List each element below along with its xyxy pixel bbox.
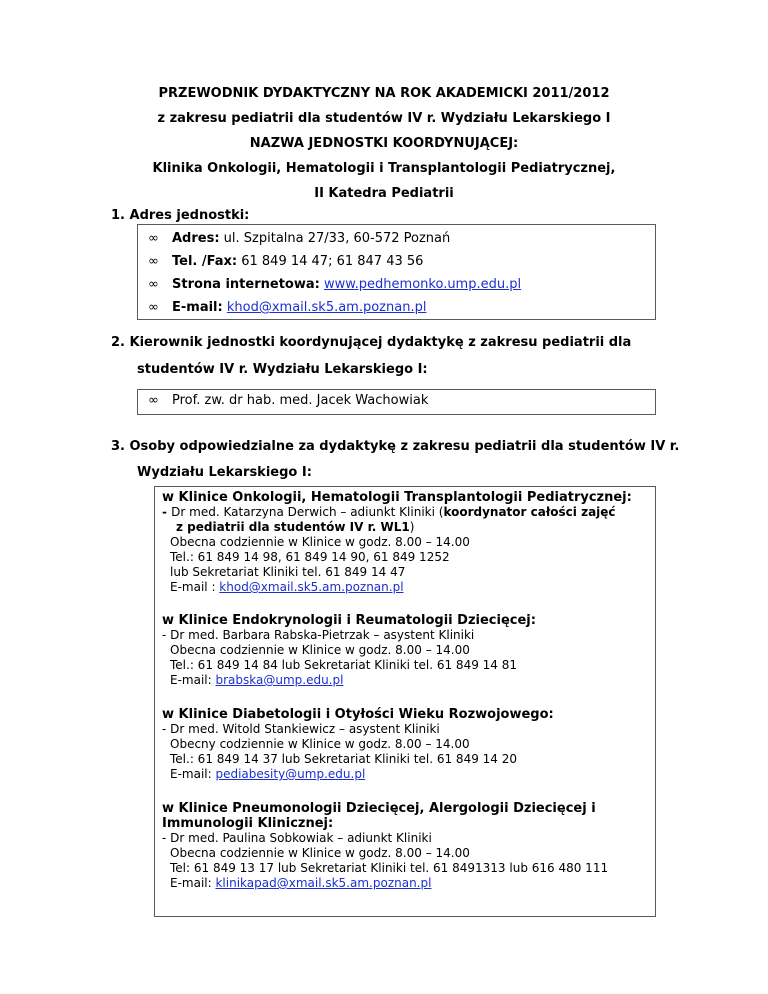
clinic-email-link[interactable]: pediabesity@ump.edu.pl xyxy=(215,767,366,781)
clinic-title: w Klinice Onkologii, Hematologii Transplantologii Pediatrycznej: xyxy=(162,490,632,505)
department-name: II Katedra Pediatrii xyxy=(314,186,454,201)
address-row xyxy=(148,230,450,248)
bullet-icon: ∞ xyxy=(148,231,159,246)
clinic-tel: Tel.: 61 849 14 84 lub Sekretariat Kliniki tel. 61 849 14 81 xyxy=(170,658,518,672)
clinic-tel: Tel: 61 849 13 17 lub Sekretariat Kliniki tel. 61 8491313 lub 616 480 111 xyxy=(170,861,609,875)
clinic-email-link[interactable]: khod@xmail.sk5.am.poznan.pl xyxy=(219,580,404,594)
section-1-title: 1. Adres jednostki: xyxy=(111,208,250,223)
clinic-person: - Dr med. Paulina Sobkowiak – adiunkt Kliniki xyxy=(162,831,432,845)
clinic-title: w Klinice Endokrynologii i Reumatologii Dziecięcej: xyxy=(162,613,536,628)
bullet-icon: ∞ xyxy=(148,393,159,408)
doc-title: PRZEWODNIK DYDAKTYCZNY NA ROK AKADEMICKI 2011/2012 xyxy=(158,86,610,101)
head-row xyxy=(148,392,428,410)
clinic-email: E-mail : khod@xmail.sk5.am.poznan.pl xyxy=(170,580,404,594)
clinic-title: w Klinice Pneumonologii Dziecięcej, Alergologii Dziecięcej i xyxy=(162,801,596,816)
clinic-block-endocrinology xyxy=(162,613,722,688)
clinic-title-cont: Immunologii Klinicznej: xyxy=(162,816,334,831)
website-row xyxy=(148,276,521,294)
doc-subtitle: z zakresu pediatrii dla studentów IV r. Wydziału Lekarskiego I xyxy=(157,111,611,126)
clinic-title: w Klinice Diabetologii i Otyłości Wieku Rozwojowego: xyxy=(162,707,554,722)
bullet-icon: ∞ xyxy=(148,300,159,315)
clinic-email: E-mail: pediabesity@ump.edu.pl xyxy=(170,767,366,781)
tel-label: Tel. /Fax: xyxy=(172,254,238,269)
email-label: E-mail: xyxy=(172,300,223,315)
email-row xyxy=(148,299,426,317)
clinic-hours: Obecna codziennie w Klinice w godz. 8.00 – 14.00 xyxy=(170,535,470,549)
tel-value: 61 849 14 47; 61 847 43 56 xyxy=(237,254,424,269)
clinic-tel: Tel.: 61 849 14 98, 61 849 14 90, 61 849 1252 xyxy=(170,550,450,564)
clinic-person: - Dr med. Katarzyna Derwich – adiunkt Kliniki (koordynator całości zajęć xyxy=(162,505,616,519)
bullet-icon: ∞ xyxy=(148,254,159,269)
clinic-person: - Dr med. Witold Stankiewicz – asystent Kliniki xyxy=(162,722,440,736)
clinic-hours: Obecna codziennie w Klinice w godz. 8.00 – 14.00 xyxy=(170,643,470,657)
coordinating-unit-heading: NAZWA JEDNOSTKI KOORDYNUJĄCEJ: xyxy=(249,136,519,151)
clinic-email-link[interactable]: klinikapad@xmail.sk5.am.poznan.pl xyxy=(215,876,432,890)
address-value: ul. Szpitalna 27/33, 60-572 Poznań xyxy=(219,231,451,246)
clinic-hours: Obecna codziennie w Klinice w godz. 8.00 – 14.00 xyxy=(170,846,470,860)
clinic-email-link[interactable]: brabska@ump.edu.pl xyxy=(215,673,344,687)
website-label: Strona internetowa: xyxy=(172,277,320,292)
head-box xyxy=(137,389,656,415)
section-2-title-cont: studentów IV r. Wydziału Lekarskiego I: xyxy=(137,362,428,377)
section-3-title-cont: Wydziału Lekarskiego I: xyxy=(137,465,312,480)
website-link[interactable]: www.pedhemonko.ump.edu.pl xyxy=(323,277,522,292)
clinic-block-oncology xyxy=(162,490,722,595)
clinic-tel: Tel.: 61 849 14 37 lub Sekretariat Kliniki tel. 61 849 14 20 xyxy=(170,752,518,766)
clinic-block-pneumonology xyxy=(162,801,722,891)
section-2-title: 2. Kierownik jednostki koordynującej dydaktykę z zakresu pediatrii dla xyxy=(111,335,632,350)
section-3-title: 3. Osoby odpowiedzialne za dydaktykę z zakresu pediatrii dla studentów IV r. xyxy=(111,439,680,454)
clinic-tel-secretariat: lub Sekretariat Kliniki tel. 61 849 14 47 xyxy=(170,565,406,579)
clinic-email: E-mail: brabska@ump.edu.pl xyxy=(170,673,344,687)
clinic-block-diabetology xyxy=(162,707,722,782)
clinic-person: - Dr med. Barbara Rabska-Pietrzak – asystent Kliniki xyxy=(162,628,475,642)
clinic-name: Klinika Onkologii, Hematologii i Transplantologii Pediatrycznej, xyxy=(152,161,616,176)
clinic-coordinator-note: z pediatrii dla studentów IV r. WL1) xyxy=(176,520,415,534)
address-box xyxy=(137,224,656,320)
email-link[interactable]: khod@xmail.sk5.am.poznan.pl xyxy=(226,300,427,315)
responsible-persons-box xyxy=(154,486,656,917)
head-name: Prof. zw. dr hab. med. Jacek Wachowiak xyxy=(172,393,429,408)
clinic-hours: Obecny codziennie w Klinice w godz. 8.00 – 14.00 xyxy=(170,737,470,751)
clinic-email: E-mail: klinikapad@xmail.sk5.am.poznan.pl xyxy=(170,876,432,890)
address-label: Adres: xyxy=(172,231,220,246)
bullet-icon: ∞ xyxy=(148,277,159,292)
tel-row xyxy=(148,253,423,271)
